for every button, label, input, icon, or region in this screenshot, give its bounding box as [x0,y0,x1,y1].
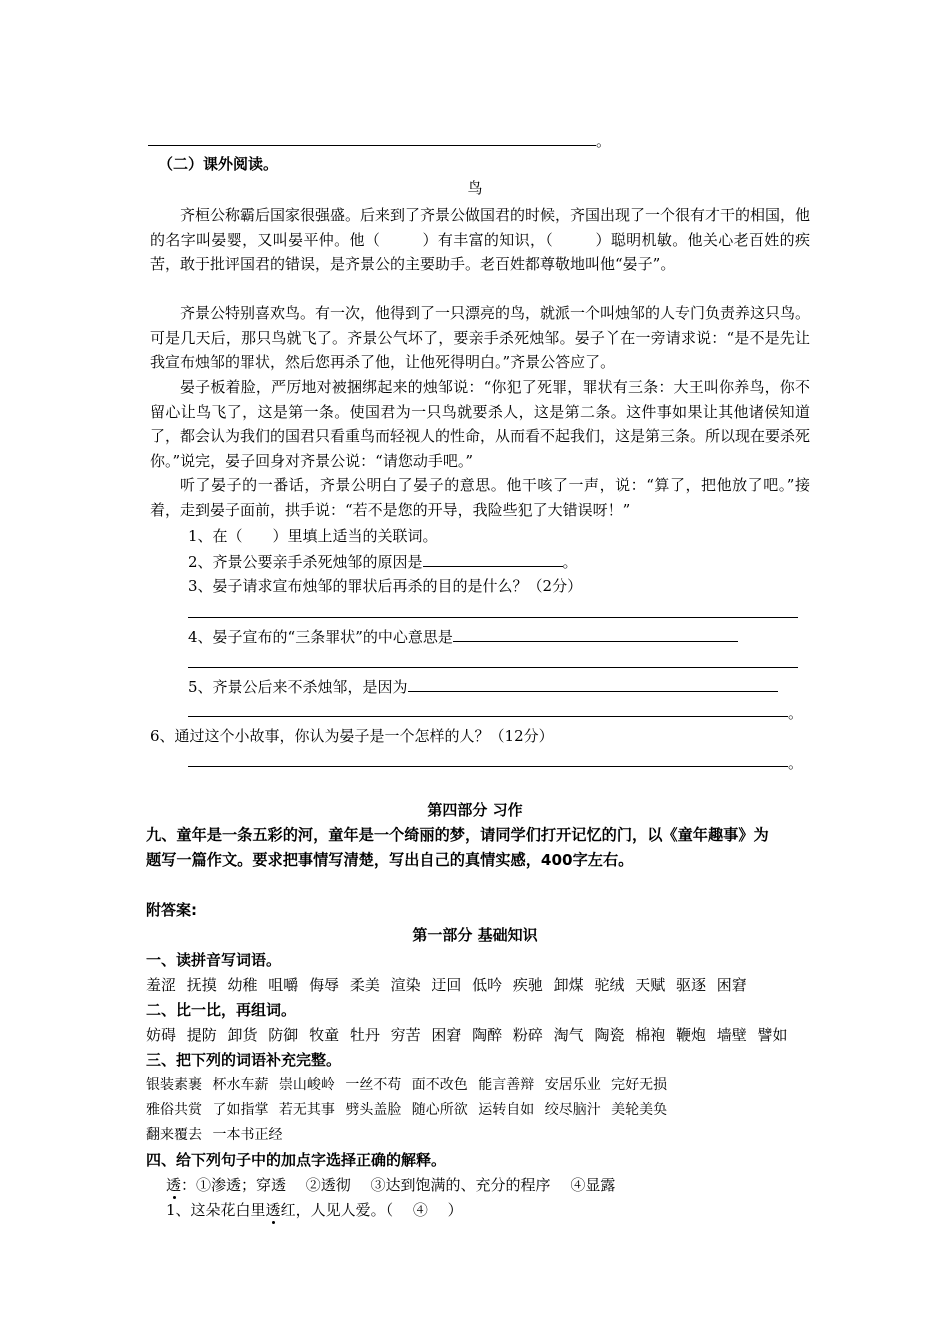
part4-title: 第四部分 习作 [427,801,523,819]
answer-line[interactable] [188,716,788,717]
passage-paragraph: 听了晏子的一番话，齐景公明白了晏子的意思。他干咳了一声，说：“算了，把他放了吧。”接着，走到晏子面前，拱手说：“若不是您的开导，我险些犯了大错误呀！” [150,476,810,519]
question-1: 1、在（ ）里填上适当的关联词。 [188,527,438,545]
question-6: 6、通过这个小故事，你认为晏子是一个怎样的人？（12分） [150,727,554,745]
answer-line [148,145,596,146]
end-mark: 。 [788,704,804,722]
answer-sentence: 1、这朵花白里透红，人见人爱。（ ④ ） [166,1201,463,1219]
answer-words: 银装素裹 杯水车薪 崇山峻岭 一丝不苟 面不改色 能言善辩 安居乐业 完好无损 [146,1077,668,1093]
passage-paragraph: 齐桓公称霸后国家很强盛。后来到了齐景公做国君的时候，齐国出现了一个很有才干的相国，他的名字叫晏婴，又叫晏平仲。他（ ）有丰富的知识，（ ）聪明机敏。他关心老百姓的疾苦，敢于批评国君的错误，是齐景公的主要助手。老百姓都尊敬地叫他“晏子”。 [150,206,811,274]
answer-line[interactable] [188,766,788,767]
answer-heading: 二、比一比，再组词。 [146,1001,297,1019]
dotted-char: 透 [166,1176,182,1194]
answer-blank[interactable] [423,551,563,567]
end-mark: 。 [596,132,612,150]
answer-words: 翻来覆去 一本书正经 [146,1127,283,1143]
answer-heading: 四、给下列句子中的加点字选择正确的解释。 [146,1151,447,1169]
answer-line[interactable] [188,667,798,668]
question-2: 2、齐景公要亲手杀死烛邹的原因是 。 [188,553,578,571]
question-4: 4、晏子宣布的“三条罪状”的中心意思是 [188,626,738,647]
section-heading: （二）课外阅读。 [158,155,279,173]
answer-line[interactable] [188,617,798,618]
end-mark: 。 [788,754,804,772]
definition-options: 透：①渗透；穿透 ②透彻 ③达到饱满的、充分的程序 ④显露 [166,1176,616,1194]
dotted-char: 透 [265,1201,281,1219]
answer-blank[interactable] [408,676,778,692]
answer-blank[interactable] [453,626,738,642]
passage-paragraph: 晏子板着脸，严厉地对被捆绑起来的烛邹说：“你犯了死罪，罪状有三条：大王叫你养鸟，你不留心让鸟飞了，这是第一条。使国君为一只鸟就要杀人，这是第二条。这件事如果让其他诸侯知道了，都会认为我们的国君只看重鸟而轻视人的性命，从而看不起我们，这是第三条。所以现在要杀死你。”说完，晏子回身对齐景公说：“请您动手吧。” [150,378,811,470]
question-5: 5、齐景公后来不杀烛邹，是因为 [188,676,778,697]
passage-title: 鸟 [467,179,483,197]
answers-label: 附答案: [146,901,197,919]
answer-words: 羞涩 抚摸 幼稚 咀嚼 侮辱 柔美 渲染 迂回 低吟 疾驰 卸煤 驼绒 天赋 驱逐 困窘 [146,976,747,994]
passage-paragraph: 齐景公特别喜欢鸟。有一次，他得到了一只漂亮的鸟，就派一个叫烛邹的人专门负责养这只鸟。可是几天后，那只鸟就飞了。齐景公气坏了，要亲手杀死烛邹。晏子丫在一旁请求说：“是不是先让我宣布烛邹的罪状，然后您再杀了他，让他死得明白。”齐景公答应了。 [150,304,811,372]
answer-heading: 一、读拼音写词语。 [146,951,282,969]
essay-prompt: 九、童年是一条五彩的河，童年是一个绮丽的梦，请同学们打开记忆的门，以《童年趣事》为 [146,826,769,844]
answer-heading: 三、把下列的词语补充完整。 [146,1051,342,1069]
answer-words: 雅俗共赏 了如指掌 若无其事 劈头盖脸 随心所欲 运转自如 绞尽脑汁 美轮美奂 [146,1102,668,1118]
answer-words: 妨碍 提防 卸货 防御 牧童 牡丹 穷苦 困窘 陶醉 粉碎 淘气 陶瓷 棉袍 鞭炮 墙壁 譬如 [146,1026,788,1044]
part1-title: 第一部分 基础知识 [412,926,538,944]
essay-prompt: 题写一篇作文。要求把事情写清楚，写出自己的真情实感，400字左右。 [146,851,634,869]
question-3: 3、晏子请求宣布烛邹的罪状后再杀的目的是什么？（2分） [188,577,583,595]
